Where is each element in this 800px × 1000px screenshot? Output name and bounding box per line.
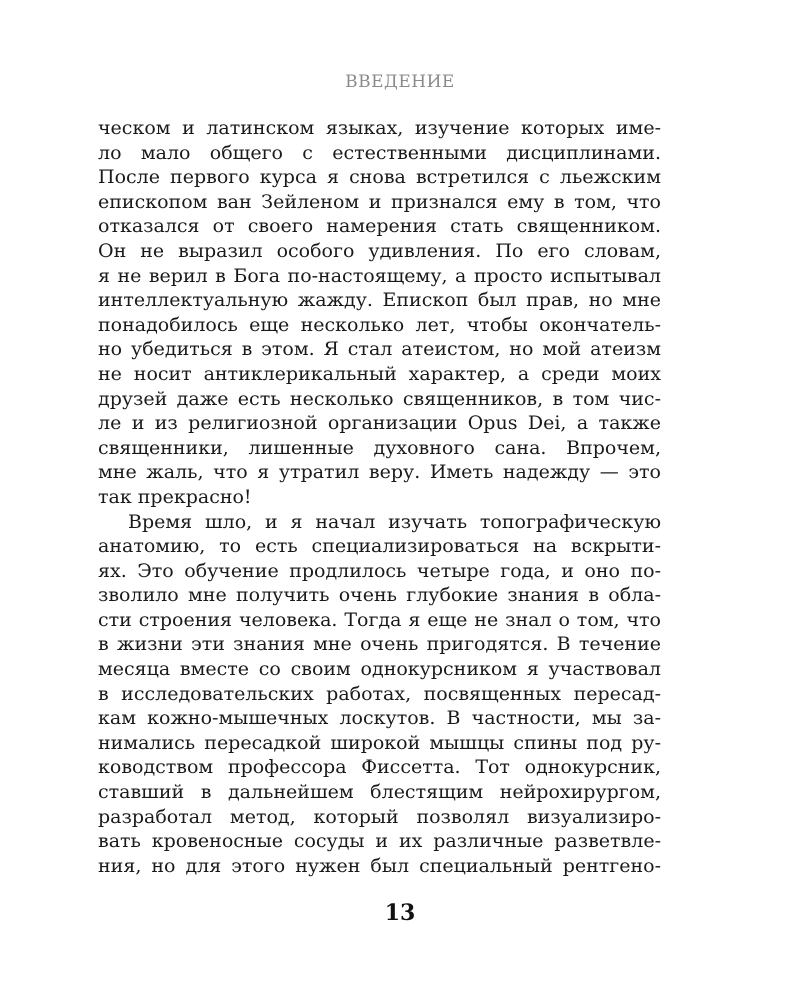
text-line: ческом и латинском языках, изучение которых име- bbox=[98, 117, 661, 139]
text-line: но убедиться в этом. Я стал атеистом, но мой атеизм bbox=[98, 338, 661, 361]
text-line: ставший в дальнейшем блестящим нейрохирургом, bbox=[98, 781, 661, 804]
text-line: интеллектуальную жажду. Епископ был прав, но мне bbox=[98, 289, 661, 312]
text-line: друзей даже есть несколько священников, в том чис- bbox=[98, 387, 661, 410]
text-line: ях. Это обучение продлилось четыре года, и оно по- bbox=[98, 559, 661, 582]
text-line: не носит антиклерикальный характер, а среди моих bbox=[98, 362, 661, 385]
running-head: ВВЕДЕНИЕ bbox=[345, 72, 455, 92]
page-number: 13 bbox=[384, 900, 416, 926]
text-line: мне жаль, что я утратил веру. Иметь надежду — это bbox=[98, 461, 661, 484]
text-line: сти строения человека. Тогда я еще не знал о том, что bbox=[98, 608, 661, 631]
text-line: месяца вместе со своим однокурсником я участвовал bbox=[98, 658, 661, 681]
text-line: ководством профессора Фиссетта. Тот однокурсник, bbox=[98, 756, 661, 779]
text-line: ния, но для этого нужен был специальный рентгено- bbox=[98, 854, 661, 877]
paragraph-first-line: Время шло, и я начал изучать топографическую bbox=[128, 510, 661, 533]
text-line: ле и из религиозной организации Opus Dei, а также bbox=[98, 412, 661, 435]
text-line: в жизни эти знания мне очень пригодятся. В течение bbox=[98, 633, 661, 656]
text-line: вать кровеносные сосуды и их различные разветвле- bbox=[98, 830, 661, 853]
text-line: я не верил в Бога по-настоящему, а просто испытывал bbox=[98, 264, 661, 287]
text-line: кам кожно-мышечных лоскутов. В частности, мы за- bbox=[98, 707, 661, 730]
text-line: После первого курса я снова встретился с льежским bbox=[98, 166, 661, 189]
text-line: зволило мне получить очень глубокие знания в обла- bbox=[98, 584, 661, 607]
text-line: нимались пересадкой широкой мышцы спины под ру- bbox=[98, 731, 661, 754]
text-line: анатомию, то есть специализироваться на вскрыти- bbox=[98, 535, 661, 558]
text-line: ло мало общего с естественными дисциплинами. bbox=[98, 141, 661, 164]
text-line: священники, лишенные духовного сана. Впрочем, bbox=[98, 436, 661, 459]
text-line: понадобилось еще несколько лет, чтобы окончатель- bbox=[98, 313, 661, 336]
text-line: отказался от своего намерения стать священником. bbox=[98, 215, 661, 238]
body-text bbox=[98, 116, 661, 878]
text-line: епископом ван Зейленом и признался ему в том, что bbox=[98, 190, 661, 213]
paragraph-end-line: так прекрасно! bbox=[98, 485, 252, 508]
text-line: Он не выразил особого удивления. По его словам, bbox=[98, 239, 661, 262]
text-line: в исследовательских работах, посвященных пересад- bbox=[98, 682, 661, 705]
text-line: разработал метод, который позволял визуализиро- bbox=[98, 805, 661, 828]
